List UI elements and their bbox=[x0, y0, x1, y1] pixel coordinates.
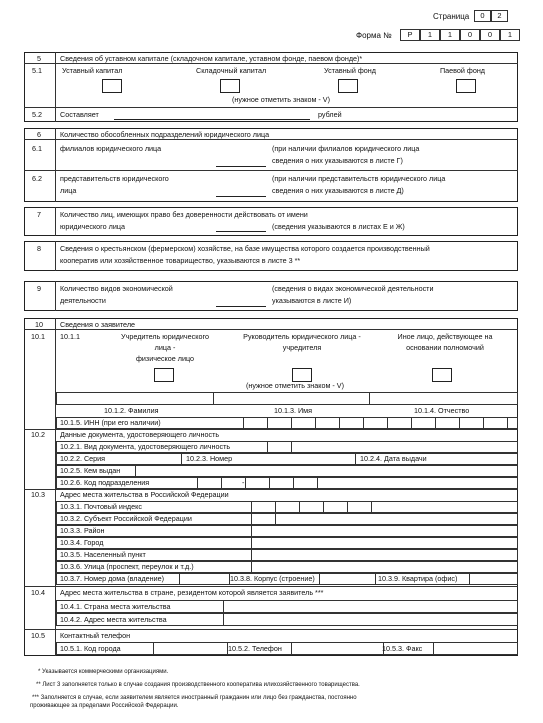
flat-divider-a bbox=[375, 574, 376, 584]
doc-type-divider bbox=[267, 442, 268, 452]
doc-code-divider bbox=[245, 478, 246, 488]
house-label: 10.3.7. Номер дома (владение) bbox=[60, 574, 165, 583]
form-digit-1[interactable]: Р bbox=[400, 29, 420, 41]
doc-code-divider bbox=[197, 478, 198, 488]
offices-count-field[interactable] bbox=[216, 187, 266, 197]
doc-series-divider bbox=[181, 454, 182, 464]
name-field-divider-2 bbox=[369, 393, 370, 404]
doc-code-divider bbox=[269, 478, 270, 488]
founder-head-checkbox[interactable] bbox=[292, 368, 312, 382]
street-label: 10.3.6. Улица (проспект, переулок и т.д.) bbox=[60, 562, 194, 571]
city-label: 10.3.4. Город bbox=[60, 538, 104, 547]
capital-amount-field[interactable] bbox=[114, 110, 310, 120]
section-9-number: 9 bbox=[37, 284, 41, 293]
doc-series-row[interactable] bbox=[56, 453, 518, 465]
district-label: 10.3.3. Район bbox=[60, 526, 105, 535]
applicant-name-fields bbox=[56, 392, 518, 405]
postcode-label: 10.3.1. Почтовый индекс bbox=[60, 502, 142, 511]
section-7-number: 7 bbox=[37, 210, 41, 219]
joint-capital-checkbox[interactable] bbox=[220, 79, 240, 93]
patronymic-label: 10.1.4. Отчество bbox=[414, 406, 470, 415]
section-10-number: 10 bbox=[35, 320, 43, 329]
country-label: 10.4.1. Страна места жительства bbox=[60, 602, 171, 611]
district-row[interactable] bbox=[56, 525, 518, 537]
statutory-fund-checkbox[interactable] bbox=[338, 79, 358, 93]
city-divider bbox=[251, 538, 252, 548]
founder-head-label-2: учредителя bbox=[282, 343, 322, 352]
s6-divider-2 bbox=[24, 170, 518, 171]
capital-amount-label: Составляет bbox=[60, 110, 99, 119]
phone-row[interactable] bbox=[56, 642, 518, 655]
footnote-3-line-2: проживающее за пределами Российской Федерации. bbox=[30, 703, 179, 709]
section-5-title: Сведения об уставном капитале (складочном капитале, уставном фонде, паевом фонде)* bbox=[60, 54, 363, 63]
doc-code-divider bbox=[221, 478, 222, 488]
mutual-fund-checkbox[interactable] bbox=[456, 79, 476, 93]
founder-head-label-1: Руководитель юридического лица - bbox=[243, 332, 361, 341]
doc-issuer-divider bbox=[135, 466, 136, 476]
doc-code-label: 10.2.6. Код подразделения bbox=[60, 478, 150, 487]
foreign-address-divider bbox=[223, 614, 224, 625]
s8-line-1: Сведения о крестьянском (фермерском) хозяйстве, на базе имущества которого создается производственный bbox=[60, 244, 430, 253]
section-10-3-number: 10.3 bbox=[31, 490, 45, 499]
inn-label: 10.1.5. ИНН (при его наличии) bbox=[60, 418, 161, 427]
share-capital-checkbox[interactable] bbox=[102, 79, 122, 93]
form-digit-6[interactable]: 1 bbox=[500, 29, 520, 41]
form-digit-4[interactable]: 0 bbox=[460, 29, 480, 41]
founder-person-label-2: лица - bbox=[154, 343, 176, 352]
country-divider bbox=[223, 601, 224, 612]
s8-line-2: кооператив или хозяйственное товарищество, указываются в листе 3 ** bbox=[60, 256, 301, 265]
founder-person-label-1: Учредитель юридического bbox=[121, 332, 209, 341]
building-label: 10.3.8. Корпус (строение) bbox=[230, 574, 315, 583]
section-10-1-number: 10.1 bbox=[31, 332, 45, 341]
postcode-divider bbox=[275, 502, 276, 512]
page-digit-2[interactable]: 2 bbox=[491, 10, 508, 22]
branches-label: филиалов юридического лица bbox=[60, 144, 162, 153]
authorized-person-label-2: основании полномочий bbox=[406, 343, 484, 352]
section-10-4-number: 10.4 bbox=[31, 588, 45, 597]
s5-num-col bbox=[55, 52, 56, 122]
phone-title: Контактный телефон bbox=[60, 631, 131, 640]
offices-note-2: сведения о них указываются в листе Д) bbox=[272, 186, 404, 195]
mutual-fund-label: Паевой фонд bbox=[440, 66, 485, 75]
postcode-divider bbox=[299, 502, 300, 512]
region-divider bbox=[251, 514, 252, 524]
district-divider bbox=[251, 526, 252, 536]
section-10-5-number: 10.5 bbox=[31, 631, 45, 640]
section-6-1-number: 6.1 bbox=[32, 144, 42, 153]
building-divider-b bbox=[319, 574, 320, 584]
branches-note-1: (при наличии филиалов юридического лица bbox=[272, 144, 420, 153]
inn-cell-divider bbox=[459, 418, 460, 428]
city-row[interactable] bbox=[56, 537, 518, 549]
section-6-title: Количество обособленных подразделений юридического лица bbox=[60, 130, 270, 139]
postcode-divider bbox=[323, 502, 324, 512]
offices-label-2: лица bbox=[60, 186, 77, 195]
s7-note: (сведения указываются в листах Е и Ж) bbox=[272, 222, 405, 231]
inn-cell-divider bbox=[243, 418, 244, 428]
doc-type-label: 10.2.1. Вид документа, удостоверяющего личность bbox=[60, 442, 231, 451]
footnote-2: ** Лист 3 заполняется только в случае создания производственного кооператива илихозяйственного товарищества. bbox=[36, 682, 360, 688]
s8-num-col bbox=[55, 241, 56, 271]
inn-cell-divider bbox=[387, 418, 388, 428]
s9-line-2: деятельности bbox=[60, 296, 106, 305]
postcode-divider bbox=[251, 502, 252, 512]
page-label: Страница bbox=[433, 12, 470, 21]
page-digit-1[interactable]: 0 bbox=[474, 10, 491, 22]
joint-capital-label: Складочный капитал bbox=[196, 66, 267, 75]
section-10-title: Сведения о заявителе bbox=[60, 320, 136, 329]
doc-code-divider bbox=[317, 478, 318, 488]
section-5-1-number: 5.1 bbox=[32, 66, 42, 75]
s7-line-2: юридического лица bbox=[60, 222, 125, 231]
city-code-label: 10.5.1. Код города bbox=[60, 644, 121, 653]
s9-note-2: указываются в листе И) bbox=[272, 296, 352, 305]
branches-note-2: сведения о них указываются в листе Г) bbox=[272, 156, 403, 165]
doc-issuer-row[interactable] bbox=[56, 465, 518, 477]
foreign-address-label: 10.4.2. Адрес места жительства bbox=[60, 615, 167, 624]
inn-cell-divider bbox=[483, 418, 484, 428]
s9-note-1: (сведения о видах экономической деятельности bbox=[272, 284, 434, 293]
section-6-number: 6 bbox=[37, 130, 41, 139]
house-divider bbox=[179, 574, 180, 584]
branches-count-field[interactable] bbox=[216, 157, 266, 167]
s9-line-1: Количество видов экономической bbox=[60, 284, 173, 293]
section-5-number: 5 bbox=[37, 54, 41, 63]
inn-cell-divider bbox=[363, 418, 364, 428]
inn-cell-divider bbox=[435, 418, 436, 428]
authorized-person-checkbox[interactable] bbox=[432, 368, 452, 382]
s10-mark-note: (нужное отметить знаком - V) bbox=[246, 381, 344, 390]
doc-issuer-label: 10.2.5. Кем выдан bbox=[60, 466, 121, 475]
foreign-address-title: Адрес места жительства в стране, резидентом которой является заявитель *** bbox=[60, 588, 324, 597]
footnote-3-line-1: *** Заполняется в случае, если заявителем является иностранный гражданин или лицо без гражданства, постоянно bbox=[32, 695, 357, 701]
name-field-divider-1 bbox=[213, 393, 214, 404]
city-code-divider bbox=[153, 643, 154, 654]
first-name-label: 10.1.3. Имя bbox=[274, 406, 312, 415]
fax-divider-b bbox=[433, 643, 434, 654]
inn-cell-divider bbox=[507, 418, 508, 428]
doc-number-label: 10.2.3. Номер bbox=[186, 454, 233, 463]
flat-label: 10.3.9. Квартира (офис) bbox=[378, 574, 458, 583]
residence-address-title: Адрес места жительства в Российской Федерации bbox=[60, 490, 229, 499]
footnote-1: * Указывается коммерческими организациями. bbox=[38, 669, 169, 675]
footnotes bbox=[30, 668, 530, 710]
doc-code-dash: - bbox=[242, 478, 245, 487]
s5-mark-note: (нужное отметить знаком - V) bbox=[232, 95, 330, 104]
offices-label-1: представительств юридического bbox=[60, 174, 169, 183]
street-divider bbox=[251, 562, 252, 572]
flat-divider-b bbox=[469, 574, 470, 584]
postcode-divider bbox=[371, 502, 372, 512]
founder-person-label-3: физическое лицо bbox=[135, 354, 195, 363]
locality-divider bbox=[251, 550, 252, 560]
identity-doc-title: Данные документа, удостоверяющего личность bbox=[60, 430, 220, 439]
authorized-person-label-1: Иное лицо, действующее на bbox=[397, 332, 493, 341]
s10-4-divider bbox=[24, 586, 518, 587]
statutory-fund-label: Уставный фонд bbox=[324, 66, 376, 75]
section-8-number: 8 bbox=[37, 244, 41, 253]
offices-note-1: (при наличии представительств юридического лица bbox=[272, 174, 446, 183]
s10-5-divider bbox=[24, 629, 518, 630]
locality-label: 10.3.5. Населенный пункт bbox=[60, 550, 146, 559]
inn-cell-divider bbox=[315, 418, 316, 428]
form-digit-5[interactable]: 0 bbox=[480, 29, 500, 41]
phone-label: 10.5.2. Телефон bbox=[228, 644, 282, 653]
section-5-2-number: 5.2 bbox=[32, 110, 42, 119]
s5-divider-2 bbox=[24, 107, 518, 108]
inn-cell-divider bbox=[411, 418, 412, 428]
s9-num-col bbox=[55, 281, 56, 311]
section-10-1-1-number: 10.1.1 bbox=[60, 332, 80, 341]
doc-series-label: 10.2.2. Серия bbox=[60, 454, 106, 463]
region-label: 10.3.2. Субъект Российской Федерации bbox=[60, 514, 192, 523]
fax-label: 10.5.3. Факс bbox=[382, 644, 423, 653]
s7-line-1: Количество лиц, имеющих право без доверенности действовать от имени bbox=[60, 210, 308, 219]
form-digit-3[interactable]: 1 bbox=[440, 29, 460, 41]
inn-cell-divider bbox=[291, 418, 292, 428]
section-10-2-number: 10.2 bbox=[31, 430, 45, 439]
authorized-persons-count-field[interactable] bbox=[216, 222, 266, 232]
region-divider bbox=[275, 514, 276, 524]
founder-person-checkbox[interactable] bbox=[154, 368, 174, 382]
section-6-2-number: 6.2 bbox=[32, 174, 42, 183]
s7-num-col bbox=[55, 207, 56, 236]
inn-cell-divider bbox=[339, 418, 340, 428]
share-capital-label: Уставный капитал bbox=[62, 66, 123, 75]
doc-date-label: 10.2.4. Дата выдачи bbox=[360, 454, 427, 463]
inn-cell-divider bbox=[267, 418, 268, 428]
s6-num-col bbox=[55, 128, 56, 202]
activity-count-field[interactable] bbox=[216, 297, 266, 307]
surname-label: 10.1.2. Фамилия bbox=[104, 406, 159, 415]
doc-number-divider bbox=[355, 454, 356, 464]
form-digit-2[interactable]: 1 bbox=[420, 29, 440, 41]
doc-code-divider bbox=[293, 478, 294, 488]
form-label: Форма № bbox=[356, 31, 392, 40]
postcode-divider bbox=[347, 502, 348, 512]
doc-type-divider bbox=[291, 442, 292, 452]
phone-divider-b bbox=[291, 643, 292, 654]
capital-unit: рублей bbox=[318, 110, 342, 119]
